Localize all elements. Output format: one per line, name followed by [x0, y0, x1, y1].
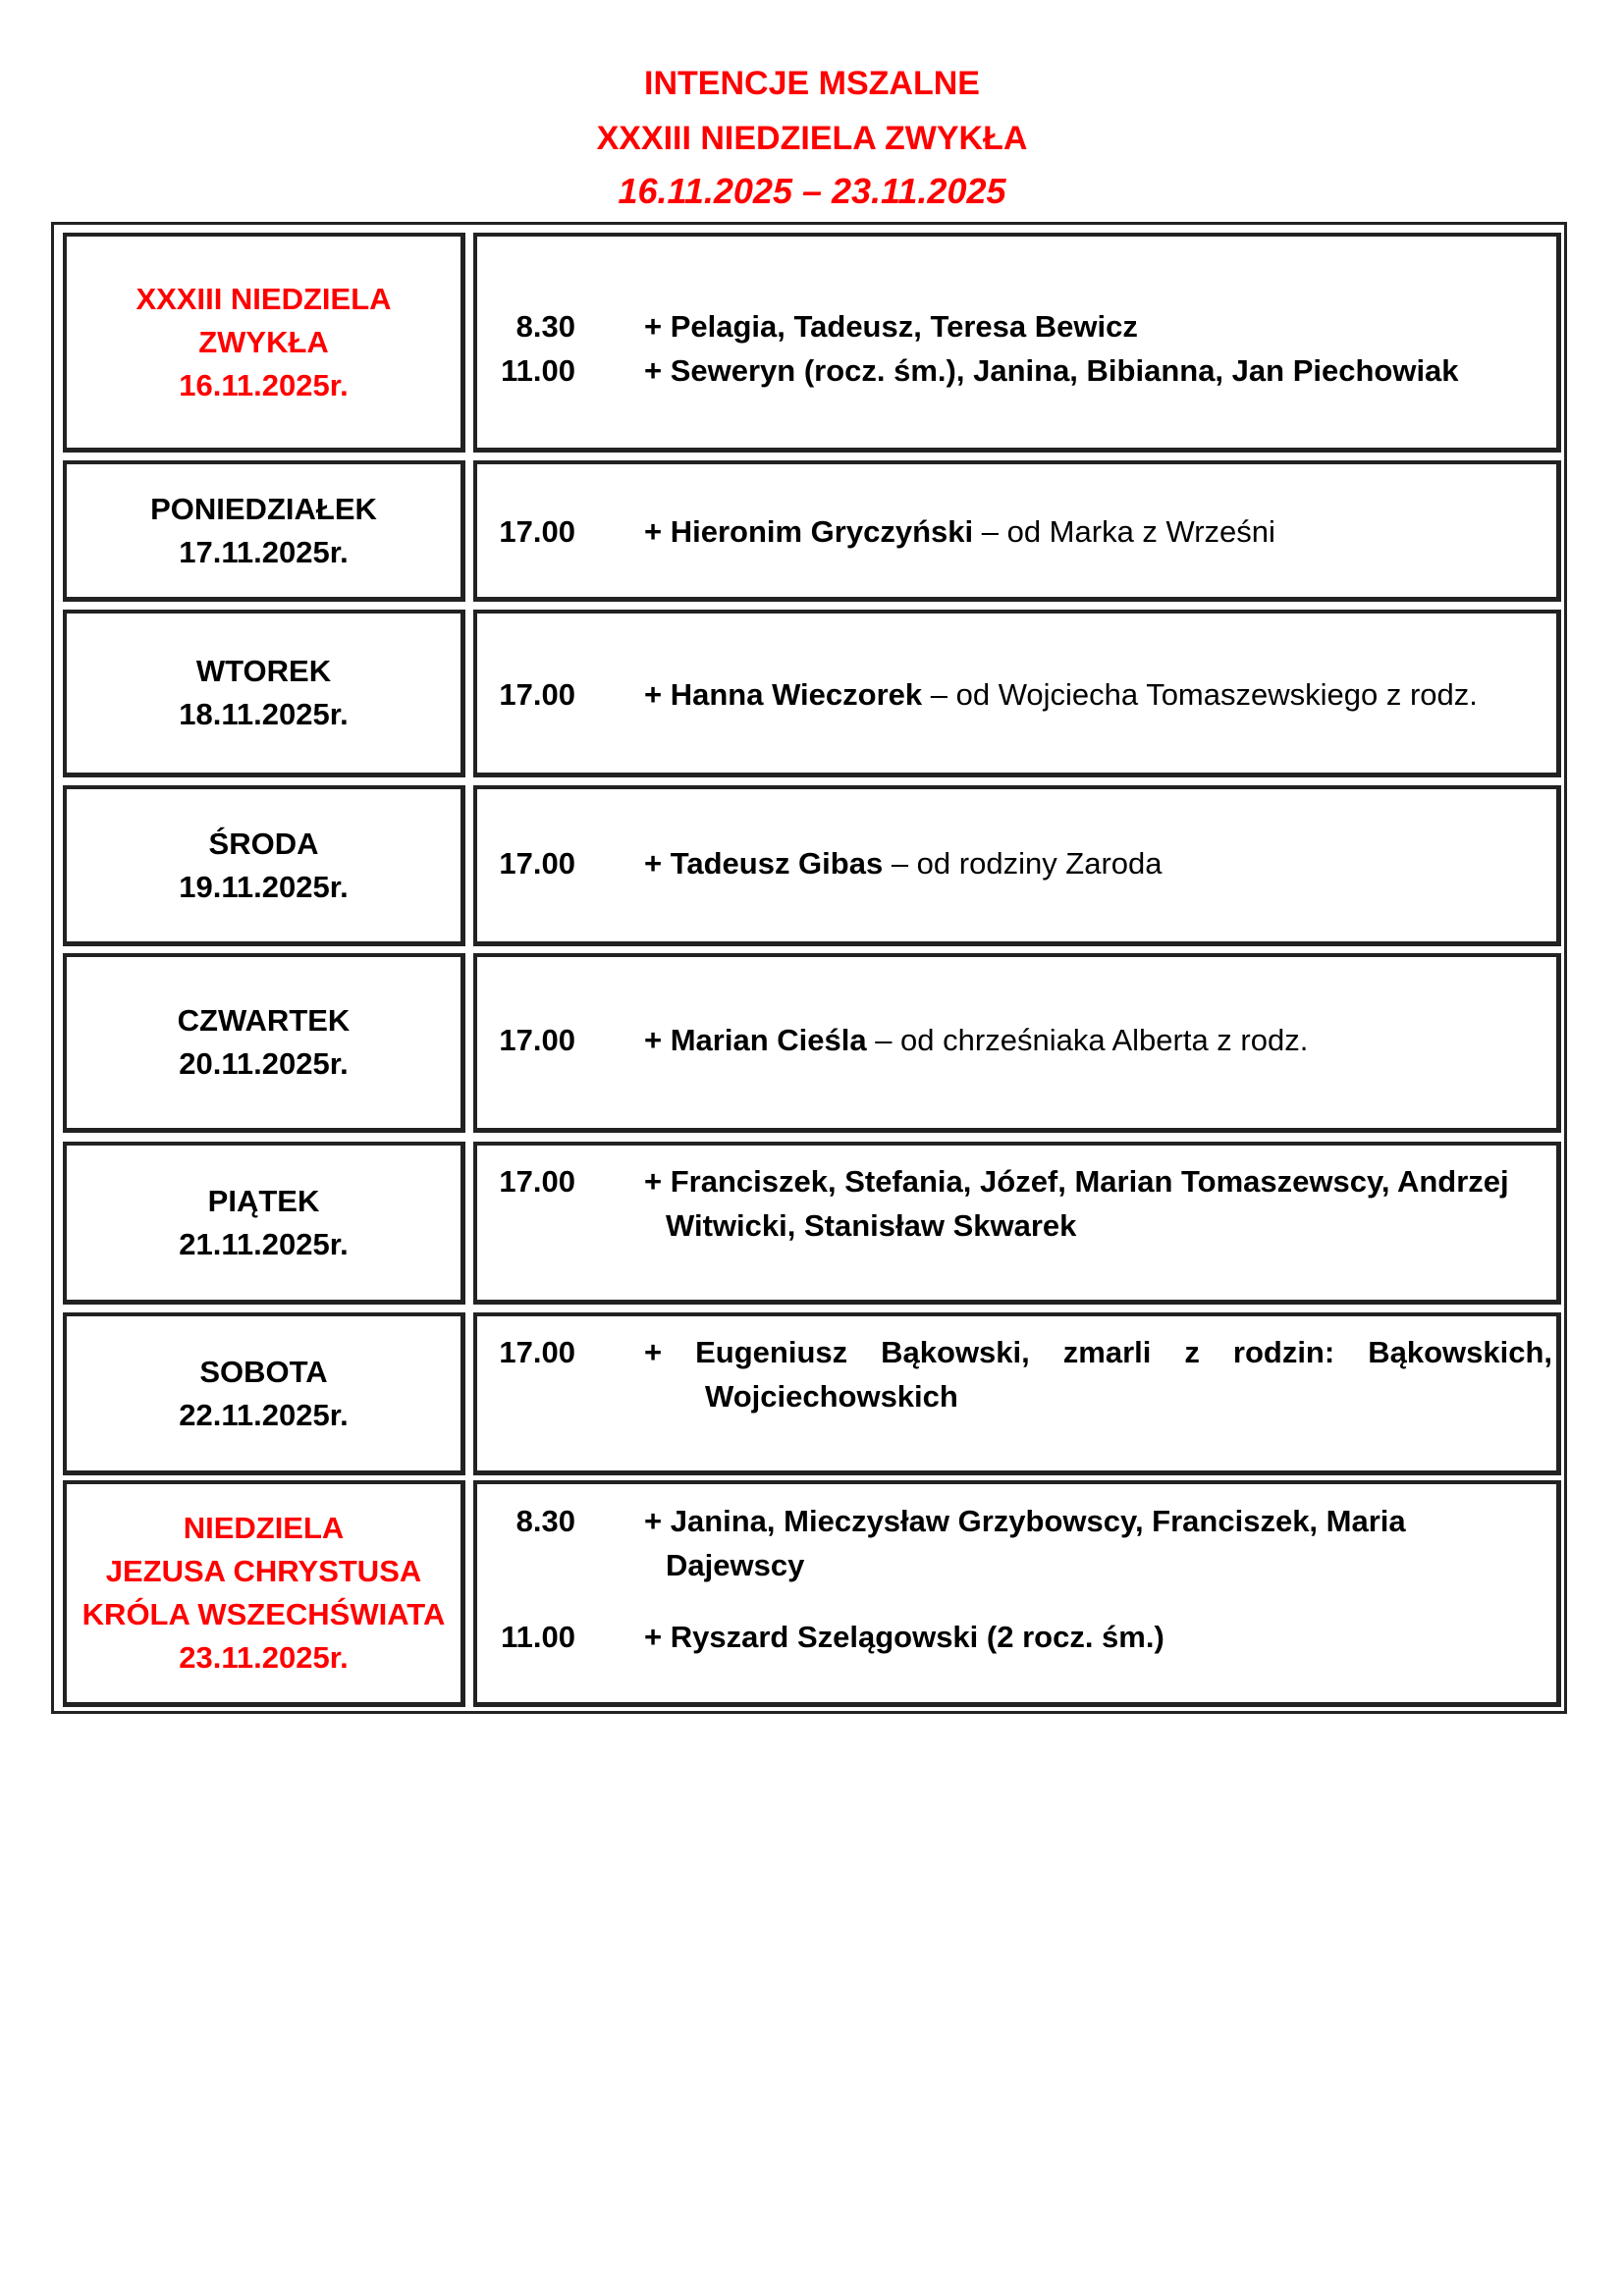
day-label-line: NIEDZIELA: [183, 1511, 345, 1545]
mass-intention: [644, 1159, 1552, 1248]
day-label-line: PONIEDZIAŁEK: [150, 491, 377, 526]
subtitle: XXXIII NIEDZIELA ZWYKŁA: [596, 120, 1028, 157]
day-cell-monday: [63, 460, 465, 602]
mass-time: 17.00: [499, 514, 575, 549]
mass-intention: + Hieronim Gryczyński: [644, 514, 974, 549]
mass-time: 8.30: [515, 1504, 575, 1538]
day-cell-sunday-16: [63, 233, 465, 453]
mass-intention: + Tadeusz Gibas: [644, 846, 884, 881]
mass-time: 17.00: [499, 677, 575, 712]
day-cell-friday: [63, 1142, 465, 1305]
mass-intention-line: [644, 509, 1552, 554]
mass-time: 11.00: [501, 353, 575, 388]
day-label-line: KRÓLA WSZECHŚWIATA: [81, 1597, 446, 1631]
mass-intention: + Ryszard Szelągowski (2 rocz. śm.): [644, 1620, 1164, 1654]
mass-intention-line: + Eugeniusz Bąkowski, zmarli z rodzin: Bąkowskich,: [644, 1335, 1552, 1369]
day-label-line: 17.11.2025r.: [179, 534, 349, 569]
day-label-line: 22.11.2025r.: [179, 1397, 349, 1432]
mass-intention: [644, 1330, 1552, 1418]
mass-time: 17.00: [499, 1335, 575, 1369]
title: INTENCJE MSZALNE: [644, 65, 980, 102]
day-label-line: SOBOTA: [199, 1354, 328, 1389]
mass-time: 17.00: [499, 1023, 575, 1057]
day-label-line: PIĄTEK: [207, 1183, 320, 1218]
day-label-line: 23.11.2025r.: [179, 1640, 349, 1675]
mass-intention: + Hanna Wieczorek: [644, 677, 923, 712]
mass-donor: – od Wojciecha Tomaszewskiego z rodz.: [922, 677, 1478, 712]
mass-intention-line: Wojciechowskich: [705, 1379, 958, 1414]
mass-time: 11.00: [501, 1620, 575, 1654]
masses-cell-tuesday: [473, 610, 1561, 777]
mass-time: 17.00: [499, 846, 575, 881]
mass-time: 17.00: [499, 1164, 575, 1199]
masses-cell-wednesday: [473, 785, 1561, 946]
mass-donor: – od Marka z Wrześni: [973, 514, 1275, 549]
mass-donor: – od chrześniaka Alberta z rodz.: [866, 1023, 1309, 1057]
day-label-line: ZWYKŁA: [198, 324, 329, 359]
mass-intention-line: [644, 841, 1552, 885]
masses-cell-monday: [473, 460, 1561, 602]
masses-cell-sunday-16: [473, 233, 1561, 453]
masses-cell-saturday: [473, 1312, 1561, 1475]
mass-intention: + Marian Cieśla: [644, 1023, 867, 1057]
day-label-line: 18.11.2025r.: [179, 697, 349, 731]
day-cell-sunday-23: [63, 1480, 465, 1707]
day-cell-saturday: [63, 1312, 465, 1475]
day-label-line: 16.11.2025r.: [179, 367, 349, 402]
masses-cell-sunday-23: [473, 1480, 1561, 1707]
mass-intention-line: + Janina, Mieczysław Grzybowscy, Franciszek, Maria: [644, 1504, 1406, 1538]
day-label-line: ŚRODA: [208, 826, 319, 861]
masses-cell-friday: [473, 1142, 1561, 1305]
day-cell-tuesday: [63, 610, 465, 777]
mass-donor: – od rodziny Zaroda: [883, 846, 1163, 881]
day-label-line: XXXIII NIEDZIELA: [135, 281, 392, 316]
mass-intention-line: Dajewscy: [666, 1548, 805, 1582]
mass-intention-line: + Franciszek, Stefania, Józef, Marian Tomaszewscy, Andrzej: [644, 1164, 1509, 1199]
mass-intention-line: [644, 1018, 1552, 1062]
mass-time: 8.30: [515, 309, 575, 344]
day-label-line: 21.11.2025r.: [179, 1226, 349, 1261]
masses-cell-thursday: [473, 953, 1561, 1133]
day-label-line: WTOREK: [195, 654, 332, 688]
mass-intention: + Pelagia, Tadeusz, Teresa Bewicz: [644, 309, 1138, 344]
day-label-line: CZWARTEK: [177, 1003, 351, 1038]
mass-intention: [644, 1499, 1552, 1587]
mass-intention: + Seweryn (rocz. śm.), Janina, Bibianna, Jan Piechowiak: [644, 353, 1459, 388]
mass-intention-line: Witwicki, Stanisław Skwarek: [666, 1208, 1077, 1243]
day-label-line: 20.11.2025r.: [179, 1046, 349, 1081]
mass-intention-line: [644, 672, 1552, 717]
day-label-line: JEZUSA CHRYSTUSA: [105, 1554, 422, 1588]
day-cell-wednesday: [63, 785, 465, 946]
day-label-line: 19.11.2025r.: [179, 869, 349, 904]
date-range: 16.11.2025 – 23.11.2025: [618, 171, 1006, 211]
day-cell-thursday: [63, 953, 465, 1133]
